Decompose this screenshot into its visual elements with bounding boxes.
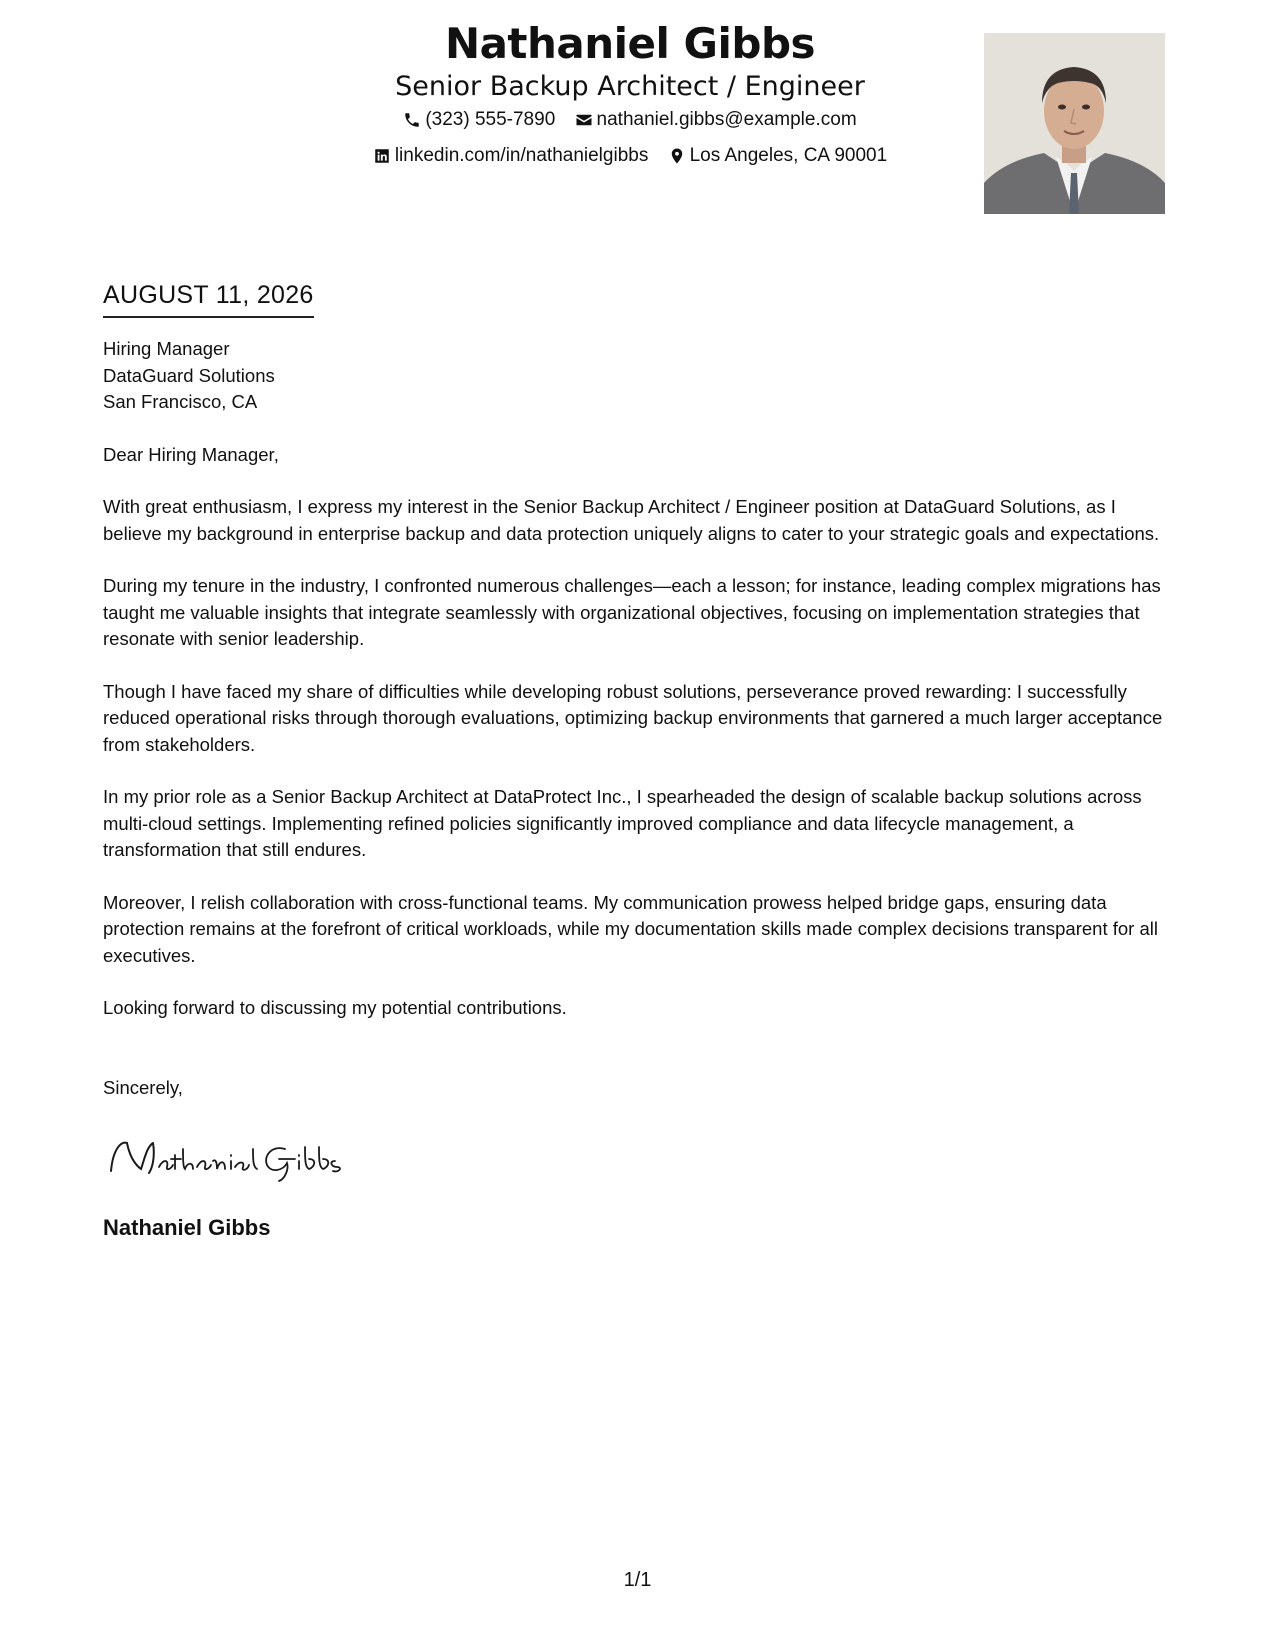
header-identity [340,18,920,176]
location-text: Los Angeles, CA 90001 [689,145,888,166]
applicant-title: Senior Backup Architect / Engineer [395,71,865,102]
applicant-name: Nathaniel Gibbs [444,19,816,68]
letter-body [103,278,1173,1241]
map-pin-icon [668,147,686,165]
body-paragraph-3: Though I have faced my share of difficulties while developing robust solutions, perseverance proved rewarding: I successfully reduced operational risks through thorough evaluations, optimizing backup environments that garnered a much larger acceptance from stakeholders. [103,680,1163,755]
contact-phone [403,104,555,136]
contact-line-2 [340,140,920,176]
envelope-icon [575,111,593,129]
recipient-name: Hiring Manager [103,338,230,359]
portrait-image [984,33,1165,214]
email-text: nathaniel.gibbs@example.com [596,109,857,130]
contact-email [575,104,857,136]
closing: Sincerely, [103,1076,183,1098]
linkedin-text: linkedin.com/in/nathanielgibbs [394,145,649,166]
phone-text: (323) 555-7890 [425,109,556,130]
recipient-block [103,336,1173,416]
body-paragraph-2: During my tenure in the industry, I confronted numerous challenges—each a lesson; for instance, leading complex migrations has taught me valuable insights that integrate seamlessly with organizational objectives, focusing on implementation strategies that resonate with senior leadership. [103,575,1161,649]
recipient-location: San Francisco, CA [103,391,258,412]
body-paragraph-4: In my prior role as a Senior Backup Architect at DataProtect Inc., I spearheaded the design of scalable backup solutions across multi-cloud settings. Implementing refined policies significantly improved compliance and data lifecycle management, a transformation that still endures. [103,786,1142,860]
body-paragraph-1: With great enthusiasm, I express my interest in the Senior Backup Architect / Engineer position at DataGuard Solutions, as I believe my background in enterprise backup and data protection uniquely aligns to cater to your strategic goals and expectations. [103,496,1160,544]
contact-location [668,140,888,172]
salutation: Dear Hiring Manager, [103,443,279,465]
handwritten-signature [103,1129,373,1189]
date-block [103,278,314,318]
recipient-company: DataGuard Solutions [103,364,275,386]
profile-photo [984,33,1165,214]
phone-icon [403,111,421,129]
linkedin-icon [373,147,391,165]
body-paragraph-5: Moreover, I relish collaboration with cross-functional teams. My communication prowess helped bridge gaps, ensuring data protection remains at the forefront of critical workloads, while my documentation skills made complex decisions transparent for all executives. [103,891,1158,966]
page-number: 1/1 [623,1569,652,1591]
letter-date: AUGUST 11, 2026 [103,281,314,309]
contact-line-1 [340,104,920,140]
body-paragraph-6: Looking forward to discussing my potential contributions. [103,997,567,1018]
contact-linkedin [373,140,649,172]
signature-name: Nathaniel Gibbs [103,1214,271,1240]
